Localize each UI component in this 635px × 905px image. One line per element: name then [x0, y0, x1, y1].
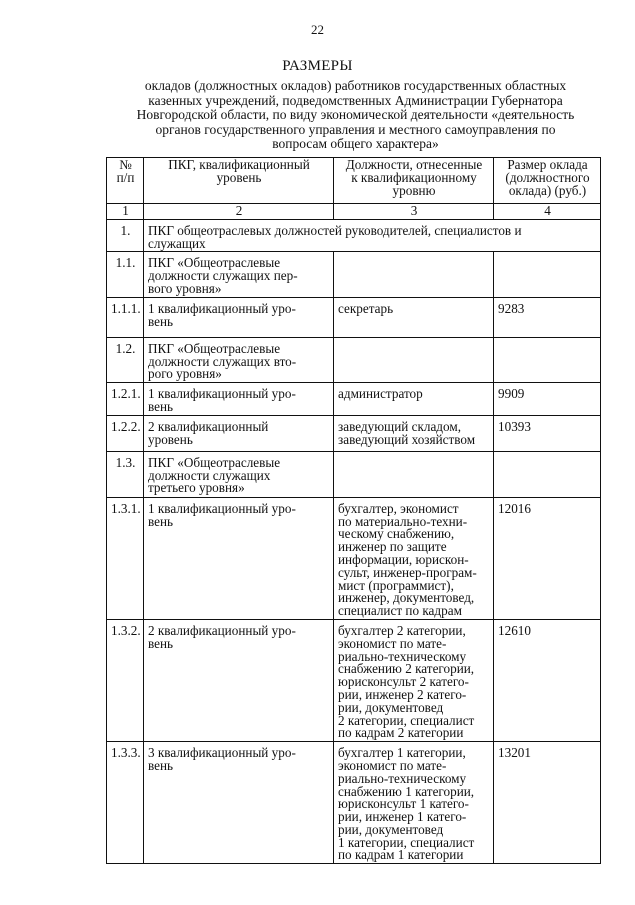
salary — [494, 337, 601, 382]
salary: 13201 — [494, 742, 601, 864]
row-number: 1.3. — [107, 451, 144, 497]
salary: 9283 — [494, 297, 601, 337]
salary: 12016 — [494, 497, 601, 619]
header-salary: Размер оклада (должностного оклада) (руб.) — [494, 158, 601, 204]
row-number: 1.3.2. — [107, 619, 144, 741]
column-number: 3 — [334, 204, 494, 220]
positions: бухгалтер 2 категории, экономист по мате- риально-техническому снабжению 2 категории, юрисконсульт 2 катего- рии, инженер 2 катего- рии, документовед 2 категории, специалист по кадрам 2 категории — [334, 619, 494, 741]
table-row — [107, 497, 601, 619]
pkg-level: 2 квалификационный уровень — [144, 415, 334, 451]
table-row — [107, 451, 601, 497]
row-number: 1.2.2. — [107, 415, 144, 451]
table-row — [107, 297, 601, 337]
document-subtitle: окладов (должностных окладов) работников государственных областных казенных учреждений, подведомственных Администрации Губернатора Новгородской области, по виду экономической деятельности «деятельность органов государственного управления и местного самоуправления по вопросам общего характера» — [136, 78, 575, 151]
row-number: 1.3.1. — [107, 497, 144, 619]
salary: 9909 — [494, 383, 601, 416]
pkg-level: 3 квалификационный уро- вень — [144, 742, 334, 864]
header-row — [107, 158, 601, 204]
pkg-level: 2 квалификационный уро- вень — [144, 619, 334, 741]
pkg-level: 1 квалификационный уро- вень — [144, 497, 334, 619]
row-number: 1.2.1. — [107, 383, 144, 416]
row-number: 1. — [107, 219, 144, 252]
document-title: РАЗМЕРЫ — [282, 58, 353, 74]
pkg-level: 1 квалификационный уро- вень — [144, 383, 334, 416]
salary: 10393 — [494, 415, 601, 451]
table-row — [107, 252, 601, 297]
table-row — [107, 383, 601, 416]
positions — [334, 337, 494, 382]
table-row — [107, 415, 601, 451]
pkg-level: ПКГ «Общеотраслевые должности служащих вто- рого уровня» — [144, 337, 334, 382]
positions: бухгалтер 1 категории, экономист по мате- риально-техническому снабжению 1 категории, юрисконсульт 1 катего- рии, инженер 1 катего- рии, документовед 1 категории, специалист по кадрам 1 категории — [334, 742, 494, 864]
group-title: ПКГ общеотраслевых должностей руководителей, специалистов и служащих — [144, 219, 601, 252]
row-number: 1.2. — [107, 337, 144, 382]
table-row — [107, 742, 601, 864]
header-number: № п/п — [107, 158, 144, 204]
table-row — [107, 219, 601, 252]
positions: администратор — [334, 383, 494, 416]
pkg-level: 1 квалификационный уро- вень — [144, 297, 334, 337]
salary: 12610 — [494, 619, 601, 741]
salary — [494, 451, 601, 497]
table-row — [107, 337, 601, 382]
row-number: 1.1.1. — [107, 297, 144, 337]
column-number: 4 — [494, 204, 601, 220]
salary — [494, 252, 601, 297]
column-number-row — [107, 204, 601, 220]
positions: секретарь — [334, 297, 494, 337]
positions: бухгалтер, экономист по материально-техни- ческому снабжению, инженер по защите информации, юрискон- сульт, инженер-програм- мист (программист), инженер, документовед, специалист по кадрам — [334, 497, 494, 619]
table-row — [107, 619, 601, 741]
page-number: 22 — [311, 22, 324, 37]
pkg-level: ПКГ «Общеотраслевые должности служащих третьего уровня» — [144, 451, 334, 497]
positions: заведующий складом, заведующий хозяйством — [334, 415, 494, 451]
row-number: 1.1. — [107, 252, 144, 297]
salary-table — [106, 157, 601, 864]
pkg-level: ПКГ «Общеотраслевые должности служащих пер- вого уровня» — [144, 252, 334, 297]
header-positions: Должности, отнесенные к квалификационному уровню — [334, 158, 494, 204]
positions — [334, 252, 494, 297]
row-number: 1.3.3. — [107, 742, 144, 864]
column-number: 2 — [144, 204, 334, 220]
column-number: 1 — [107, 204, 144, 220]
positions — [334, 451, 494, 497]
header-pkg: ПКГ, квалификационный уровень — [144, 158, 334, 204]
